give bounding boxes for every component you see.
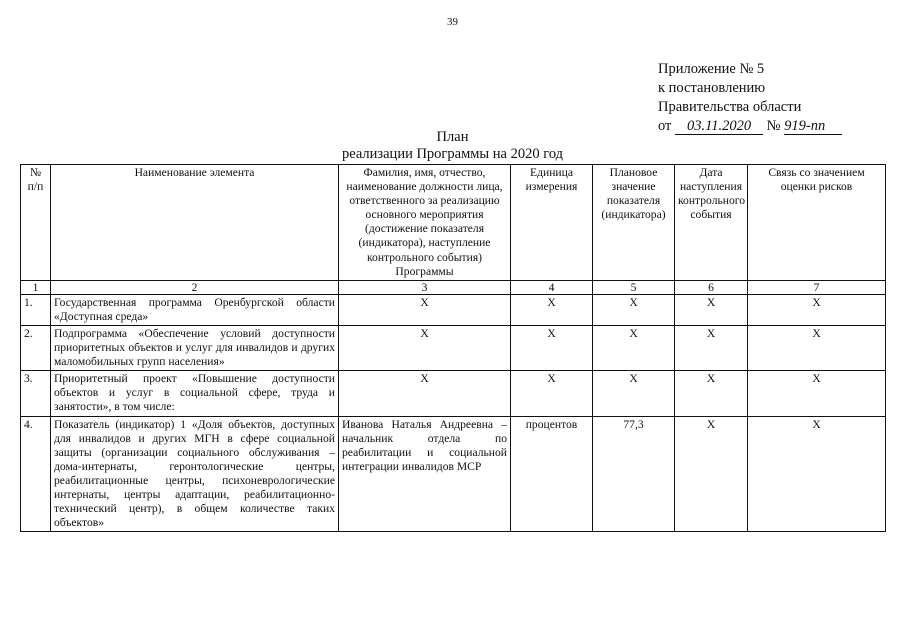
column-number: 3 <box>339 280 511 294</box>
document-title <box>0 129 905 163</box>
header-cell: Наименование элемента <box>51 165 339 281</box>
number-prefix: № <box>766 118 781 134</box>
risk-link: X <box>748 325 886 370</box>
column-number: 7 <box>748 280 886 294</box>
responsible-person: Иванова Наталья Андреевна – начальник отдела по реабилитации и социальной интеграции инвалидов МСР <box>339 416 511 532</box>
table-row <box>21 325 886 370</box>
element-name: Приоритетный проект «Повышение доступности объектов и услуг в социальной сфере, труда и занятости», в том числе: <box>51 371 339 416</box>
appendix-line-2: к постановлению <box>658 80 766 96</box>
column-number-row <box>21 280 886 294</box>
table-row <box>21 416 886 532</box>
column-number: 5 <box>593 280 675 294</box>
appendix-line-3: Правительства области <box>658 99 802 115</box>
table-row <box>21 371 886 416</box>
handwritten-number: 919-пп <box>784 119 842 135</box>
appendix-header <box>658 60 842 136</box>
event-date: X <box>675 294 748 325</box>
event-date: X <box>675 371 748 416</box>
responsible-person: X <box>339 294 511 325</box>
table-row <box>21 294 886 325</box>
column-number: 2 <box>51 280 339 294</box>
header-cell: Единица измерения <box>511 165 593 281</box>
table-header-row <box>21 165 886 281</box>
date-prefix: от <box>658 118 672 134</box>
row-number: 1. <box>21 294 51 325</box>
element-name: Государственная программа Оренбургской области «Доступная среда» <box>51 294 339 325</box>
event-date: X <box>675 325 748 370</box>
element-name: Подпрограмма «Обеспечение условий доступности приоритетных объектов и услуг для инвалидов и других маломобильных групп населения» <box>51 325 339 370</box>
column-number: 4 <box>511 280 593 294</box>
element-name: Показатель (индикатор) 1 «Доля объектов, доступных для инвалидов и других МГН в сфере социальной защиты (организации социального обслуживания – дома-интернаты, геронтологические центры, реабилитационные центры, психоневрологические интернаты, центры адаптации, реабилитационно-технический центр), в общем количестве таких объектов» <box>51 416 339 532</box>
header-cell: Плановое значение показателя (индикатора) <box>593 165 675 281</box>
unit: X <box>511 325 593 370</box>
risk-link: X <box>748 371 886 416</box>
column-number: 1 <box>21 280 51 294</box>
column-number: 6 <box>675 280 748 294</box>
header-cell: Дата наступления контрольного события <box>675 165 748 281</box>
event-date: X <box>675 416 748 532</box>
plan-table <box>20 164 886 532</box>
header-cell: Связь со значением оценки рисков <box>748 165 886 281</box>
appendix-line-1: Приложение № 5 <box>658 61 765 77</box>
title-line-1: План <box>436 129 469 145</box>
row-number: 2. <box>21 325 51 370</box>
responsible-person: X <box>339 325 511 370</box>
unit: процентов <box>511 416 593 532</box>
header-cell: № п/п <box>21 165 51 281</box>
title-line-2: реализации Программы на 2020 год <box>341 146 564 162</box>
page-number: 39 <box>447 16 458 28</box>
row-number: 3. <box>21 371 51 416</box>
responsible-person: X <box>339 371 511 416</box>
risk-link: X <box>748 416 886 532</box>
header-cell: Фамилия, имя, отчество, наименование должности лица, ответственного за реализацию основного мероприятия (достижение показателя (индикатора), наступление контрольного события) Программы <box>339 165 511 281</box>
handwritten-date: 03.11.2020 <box>675 119 763 135</box>
planned-value: 77,3 <box>593 416 675 532</box>
planned-value: X <box>593 371 675 416</box>
planned-value: X <box>593 294 675 325</box>
risk-link: X <box>748 294 886 325</box>
planned-value: X <box>593 325 675 370</box>
unit: X <box>511 294 593 325</box>
row-number: 4. <box>21 416 51 532</box>
unit: X <box>511 371 593 416</box>
